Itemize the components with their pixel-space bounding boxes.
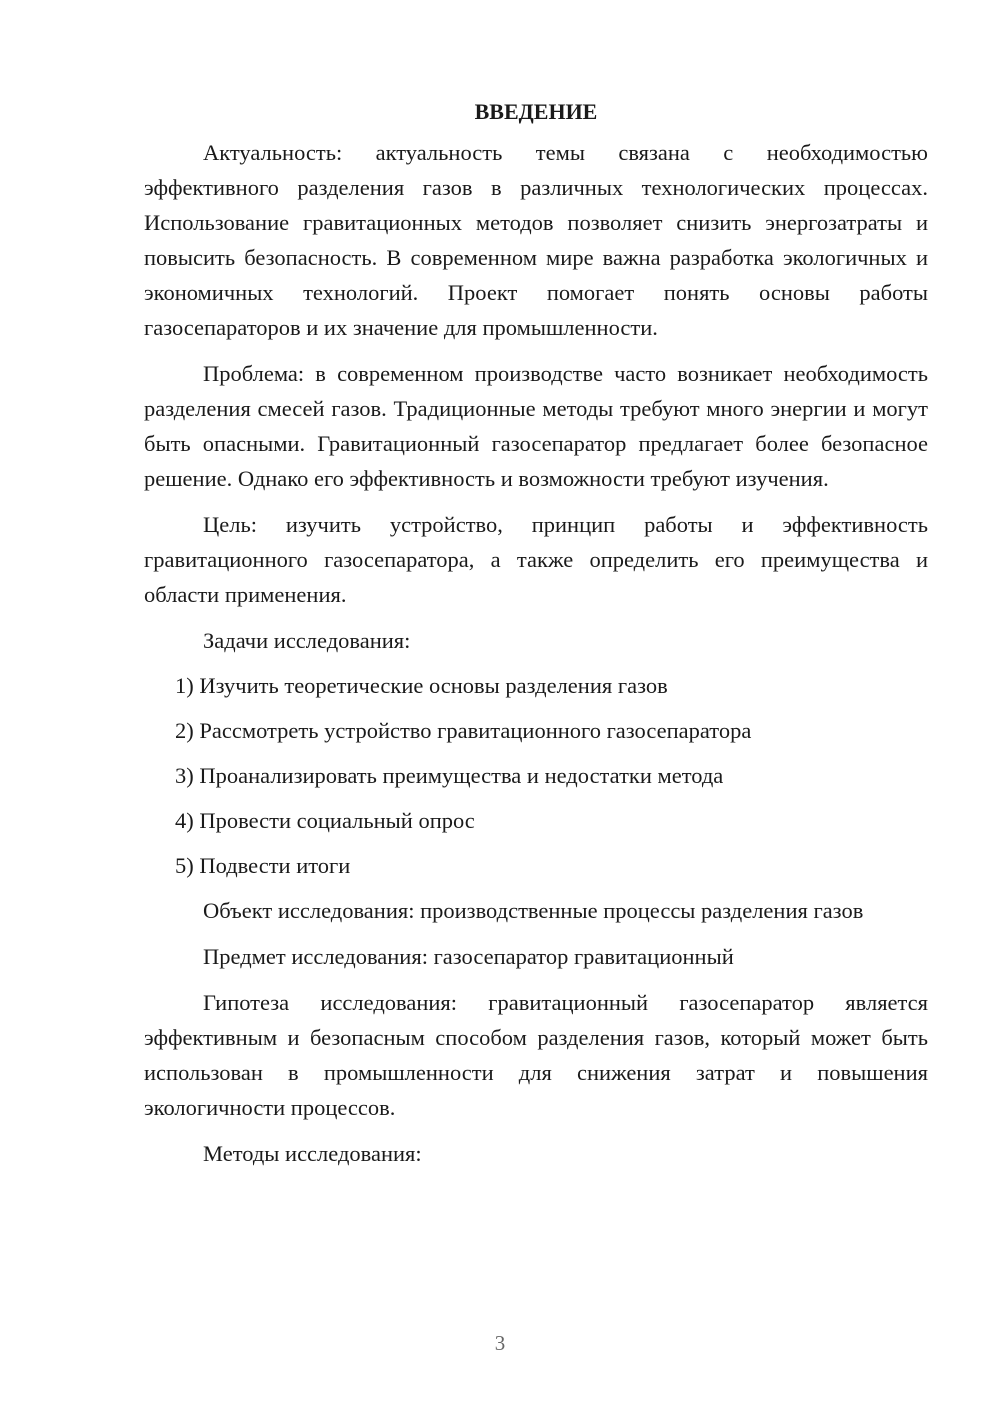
list-item: 5) Подвести итоги bbox=[175, 853, 351, 878]
document-page bbox=[144, 94, 928, 1181]
object-paragraph: Объект исследования: производственные процессы разделения газов bbox=[203, 898, 864, 923]
hypothesis-paragraph: Гипотеза исследования: гравитационный газосепаратор является эффективным и безопасным способом разделения газов, который может быть использован в промышленности для снижения затрат и повышения экологичности процессов. bbox=[144, 990, 928, 1120]
list-item: 4) Провести социальный опрос bbox=[175, 808, 475, 833]
list-item: 2) Рассмотреть устройство гравитационного газосепаратора bbox=[175, 718, 752, 743]
goal-paragraph: Цель: изучить устройство, принцип работы и эффективность гравитационного газосепаратора, а также определить его преимущества и области применения. bbox=[144, 512, 928, 607]
section-heading: ВВЕДЕНИЕ bbox=[474, 99, 598, 124]
methods-title: Методы исследования: bbox=[203, 1141, 422, 1166]
list-item: 3) Проанализировать преимущества и недостатки метода bbox=[175, 763, 724, 788]
tasks-list bbox=[144, 668, 928, 883]
subject-paragraph: Предмет исследования: газосепаратор гравитационный bbox=[203, 944, 734, 969]
list-item: 1) Изучить теоретические основы разделения газов bbox=[175, 673, 668, 698]
problem-paragraph: Проблема: в современном производстве часто возникает необходимость разделения смесей газов. Традиционные методы требуют много энергии и могут быть опасными. Гравитационный газосепаратор предлагает более безопасное решение. Однако его эффективность и возможности требуют изучения. bbox=[144, 361, 928, 491]
relevance-paragraph: Актуальность: актуальность темы связана с необходимостью эффективного разделения газов в различных технологических процессах. Использование гравитационных методов позволяет снизить энергозатраты и повысить безопасность. В современном мире важна разработка экологичных и экономичных технологий. Проект помогает понять основы работы газосепараторов и их значение для промышленности. bbox=[144, 140, 928, 340]
tasks-title: Задачи исследования: bbox=[203, 628, 411, 653]
page-number: 3 bbox=[494, 1331, 506, 1355]
